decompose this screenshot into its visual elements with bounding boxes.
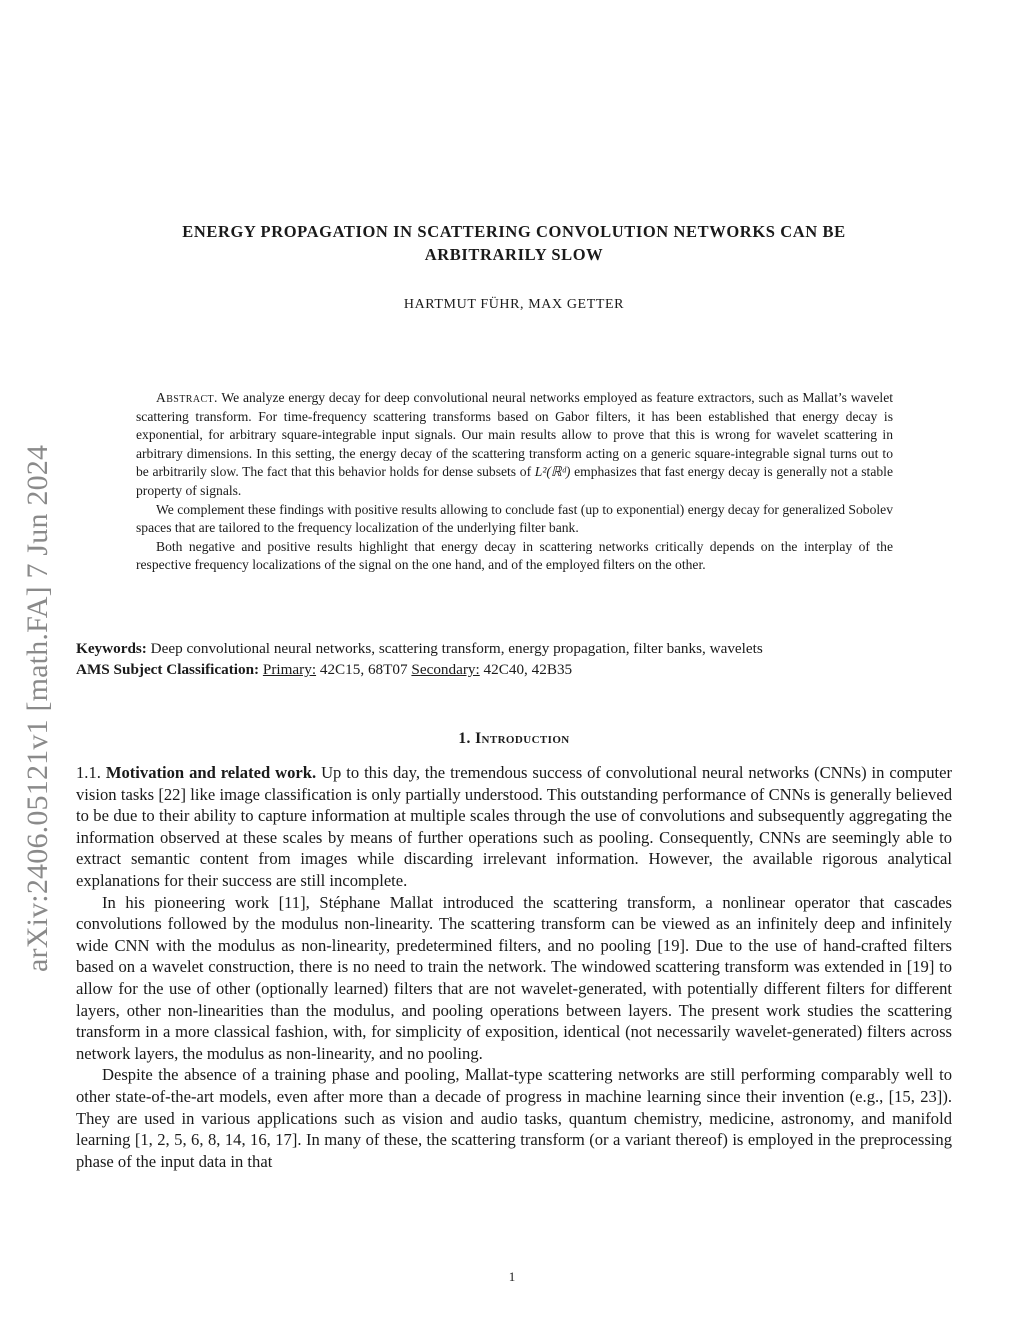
body-paragraph-3: Despite the absence of a training phase and pooling, Mallat-type scattering networks are still performing comparably well to other state-of-the-art models, even after more than a decade of progress in machine learning since their invention (e.g., [15, 23]). They are used in various applications such as vision and audio tasks, quantum chemistry, medicine, astronomy, and manifold learning [1, 2, 5, 6, 8, 14, 16, 17]. In many of these, the scattering transform (or a variant thereof) is employed in the preprocessing phase of the input data in that	[76, 1065, 952, 1171]
section-heading-introduction	[76, 730, 952, 748]
ams-primary-codes: 42C15, 68T07	[319, 661, 408, 678]
keywords-text: Deep convolutional neural networks, scattering transform, energy propagation, filter banks, wavelets	[150, 640, 763, 657]
keywords-label: Keywords:	[76, 640, 147, 657]
abstract-text-1: We analyze energy decay for deep convolutional neural networks employed as feature extractors, such as Mallat’s wavelet scattering transform. For time-frequency scattering transforms based on Gabor filters, it has been established that energy decay is exponential, for arbitrary square-integrable input signals. Our main results allow to prove that this is wrong for wavelet scattering in arbitrary dimensions. In this setting, the energy decay of the scattering transform acting on a generic square-integrable signal turns out to be arbitrarily slow. The fact that this behavior holds for dense subsets of	[136, 390, 893, 480]
subsection-title: Motivation and related work.	[105, 763, 317, 782]
page-number: 1	[508, 1269, 516, 1284]
paper-title	[80, 220, 948, 266]
abstract-label: Abstract.	[156, 390, 218, 405]
abstract-paragraph-2: We complement these findings with positive results allowing to conclude fast (up to exponential) energy decay for generalized Sobolev spaces that are tailored to the frequency localization of the underlying filter bank.	[136, 501, 893, 536]
ams-secondary-codes: 42C40, 42B35	[483, 661, 573, 678]
body-paragraph-2: In his pioneering work [11], Stéphane Mallat introduced the scattering transform, a nonlinear operator that cascades convolutions followed by the modulus non-linearity. The scattering transform can be viewed as an infinitely deep and infinitely wide CNN with the modulus as non-linearity, predetermined filters, and no pooling [19]. Due to the use of hand-crafted filters based on a wavelet construction, there is no need to train the network. The windowed scattering transform was extended in [19] to allow for the use of other (optionally learned) filters that are not wavelet-generated, with potentially different filters for different layers, other non-linearities than the modulus, and pooling operations between layers. The present work studies the scattering transform in a more classical fashion, with, for simplicity of exposition, identical (not necessarily wavelet-generated) filters across network layers, the modulus as non-linearity, and no pooling.	[76, 892, 952, 1063]
paper-metadata	[76, 638, 952, 680]
abstract-paragraph-1	[136, 389, 893, 501]
abstract-math-l2: L²(ℝᵈ)	[534, 464, 571, 480]
title-line-2: ARBITRARILY SLOW	[424, 245, 604, 264]
author-list: HARTMUT FÜHR, MAX GETTER	[403, 297, 625, 312]
abstract-text-1-end: emphasizes that fast energy decay is generally not a stable property of signals.	[136, 464, 893, 498]
abstract	[136, 389, 893, 575]
ams-classification-line	[76, 659, 952, 680]
keywords-line	[76, 638, 952, 659]
introduction-body	[76, 762, 952, 1172]
ams-label: AMS Subject Classification:	[76, 661, 260, 678]
section-number: 1.	[458, 730, 471, 747]
title-line-1: ENERGY PROPAGATION IN SCATTERING CONVOLUTION NETWORKS CAN BE	[182, 222, 846, 241]
body-paragraph-1	[76, 762, 952, 892]
arxiv-identifier-stamp[interactable]: arXiv:2406.05121v1 [math.FA] 7 Jun 2024	[21, 444, 54, 972]
subsection-number: 1.1.	[76, 763, 101, 782]
section-title: Introduction	[475, 730, 570, 747]
ams-secondary-label: Secondary:	[411, 661, 480, 678]
abstract-paragraph-3: Both negative and positive results highlight that energy decay in scattering networks critically depends on the interplay of the respective frequency localizations of the signal on the one hand, and of the employed filters on the other.	[136, 538, 893, 573]
ams-primary-label: Primary:	[262, 661, 317, 678]
body-paragraph-1-text: Up to this day, the tremendous success of convolutional neural networks (CNNs) in computer vision tasks [22] like image classification is only partially understood. This outstanding performance of CNNs is generally believed to be due to their ability to capture information at multiple scales through the use of convolutions and subsequently aggregating the information observed at these scales by means of further operations such as pooling. Consequently, CNNs are seemingly able to extract semantic content from images while discarding irrelevant information. However, the available rigorous analytical explanations for their success are still incomplete.	[76, 763, 953, 890]
